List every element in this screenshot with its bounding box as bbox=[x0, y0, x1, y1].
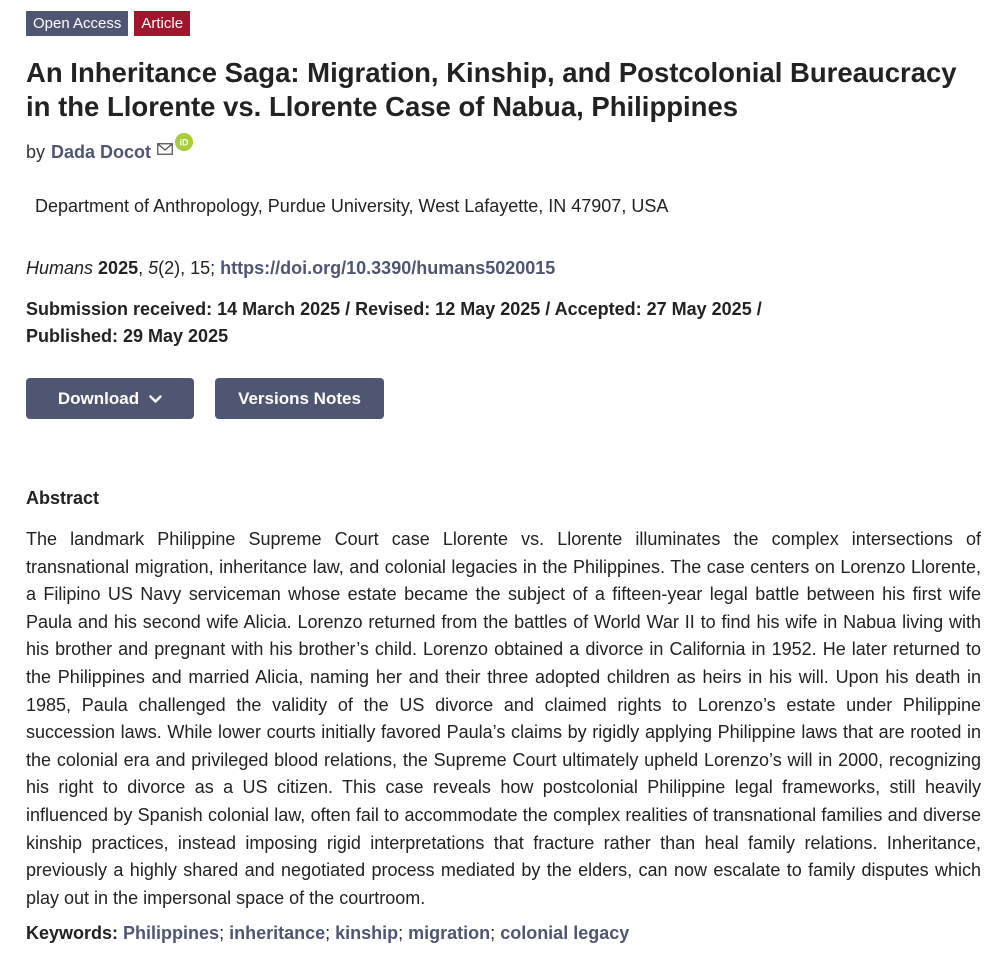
dates-line-1: Submission received: 14 March 2025 / Revised: 12 May 2025 / Accepted: 27 May 2025 / bbox=[26, 299, 762, 319]
byline-prefix: by bbox=[26, 142, 46, 162]
citation-volume: 5 bbox=[148, 258, 159, 278]
citation-year: 2025 bbox=[98, 258, 139, 278]
abstract-text: The landmark Philippine Supreme Court case Llorente vs. Llorente illuminates the complex intersections of transnational migration, inheritance law, and colonial legacies in the Philippines. The case centers on Lorenzo Llorente, a Filipino US Navy serviceman whose estate became the subject of a fifteen-year legal battle between his first wife Paula and his second wife Alicia. Lorenzo returned from the battles of World War II to find his wife in Nabua living with his brother and pregnant with his brother’s child. Lorenzo obtained a divorce in California in 1952. He later returned to the Philippines and married Alicia, naming her and their three adopted children as heirs in his will. Upon his death in 1985, Paula challenged the validity of the US divorce and claimed rights to Lorenzo’s estate under Philippine succession laws. While lower courts initially favored Paula’s claims by rigidly applying Philippine laws that are rooted in the colonial era and privileged blood relations, the Supreme Court ultimately upheld Lorenzo’s will in 2000, recognizing his right to divorce as a US citizen. This case reveals how postcolonial Philippine legal frameworks, still heavily influenced by Spanish colonial law, often fail to accommodate the complex realities of transnational families and diverse kinship practices, instead imposing rigid interpretations that fracture rather than heal family relations. Inheritance, previously a highly shared and negotiated process mediated by the elders, can now escalate to family disputes which play out in the impersonal space of the courtroom. bbox=[26, 529, 981, 908]
article-title: An Inheritance Saga: Migration, Kinship, and Postcolonial Bureaucracy in the Llorente vs. Llorente Case of Nabua, Philippines bbox=[26, 57, 957, 122]
keywords-label: Keywords: bbox=[26, 923, 119, 943]
svg-text:iD: iD bbox=[179, 137, 189, 148]
article-type-badge[interactable]: Article bbox=[134, 11, 190, 36]
keyword-link[interactable]: colonial legacy bbox=[500, 923, 630, 943]
badge-row bbox=[26, 11, 190, 36]
author-link[interactable]: Dada Docot bbox=[51, 142, 152, 162]
doi-link[interactable]: https://doi.org/10.3390/humans5020015 bbox=[220, 258, 556, 278]
keywords: Keywords: Philippines; inheritance; kinship; migration; colonial legacy bbox=[26, 923, 630, 943]
citation: Humans 2025, 5(2), 15; https://doi.org/10.3390/humans5020015 bbox=[26, 258, 556, 278]
affiliation: Department of Anthropology, Purdue University, West Lafayette, IN 47907, USA bbox=[35, 196, 669, 216]
publication-dates bbox=[26, 296, 816, 350]
keyword-link[interactable]: inheritance bbox=[229, 923, 326, 943]
byline bbox=[26, 139, 193, 165]
versions-notes-button[interactable] bbox=[215, 378, 384, 419]
keyword-link[interactable]: Philippines bbox=[123, 923, 220, 943]
citation-issue-pages: (2), 15; bbox=[158, 258, 216, 278]
open-access-badge[interactable]: Open Access bbox=[26, 11, 128, 36]
chevron-down-icon bbox=[149, 389, 162, 409]
keyword-link[interactable]: kinship bbox=[335, 923, 399, 943]
orcid-icon[interactable] bbox=[175, 132, 193, 158]
email-icon[interactable] bbox=[157, 136, 173, 162]
keyword-link[interactable]: migration bbox=[408, 923, 491, 943]
download-label: Download bbox=[57, 388, 140, 408]
journal-name: Humans bbox=[26, 258, 94, 278]
abstract-heading: Abstract bbox=[26, 488, 100, 508]
download-button[interactable] bbox=[26, 378, 194, 419]
dates-line-2: Published: 29 May 2025 bbox=[26, 326, 229, 346]
versions-notes-label: Versions Notes bbox=[238, 388, 361, 408]
